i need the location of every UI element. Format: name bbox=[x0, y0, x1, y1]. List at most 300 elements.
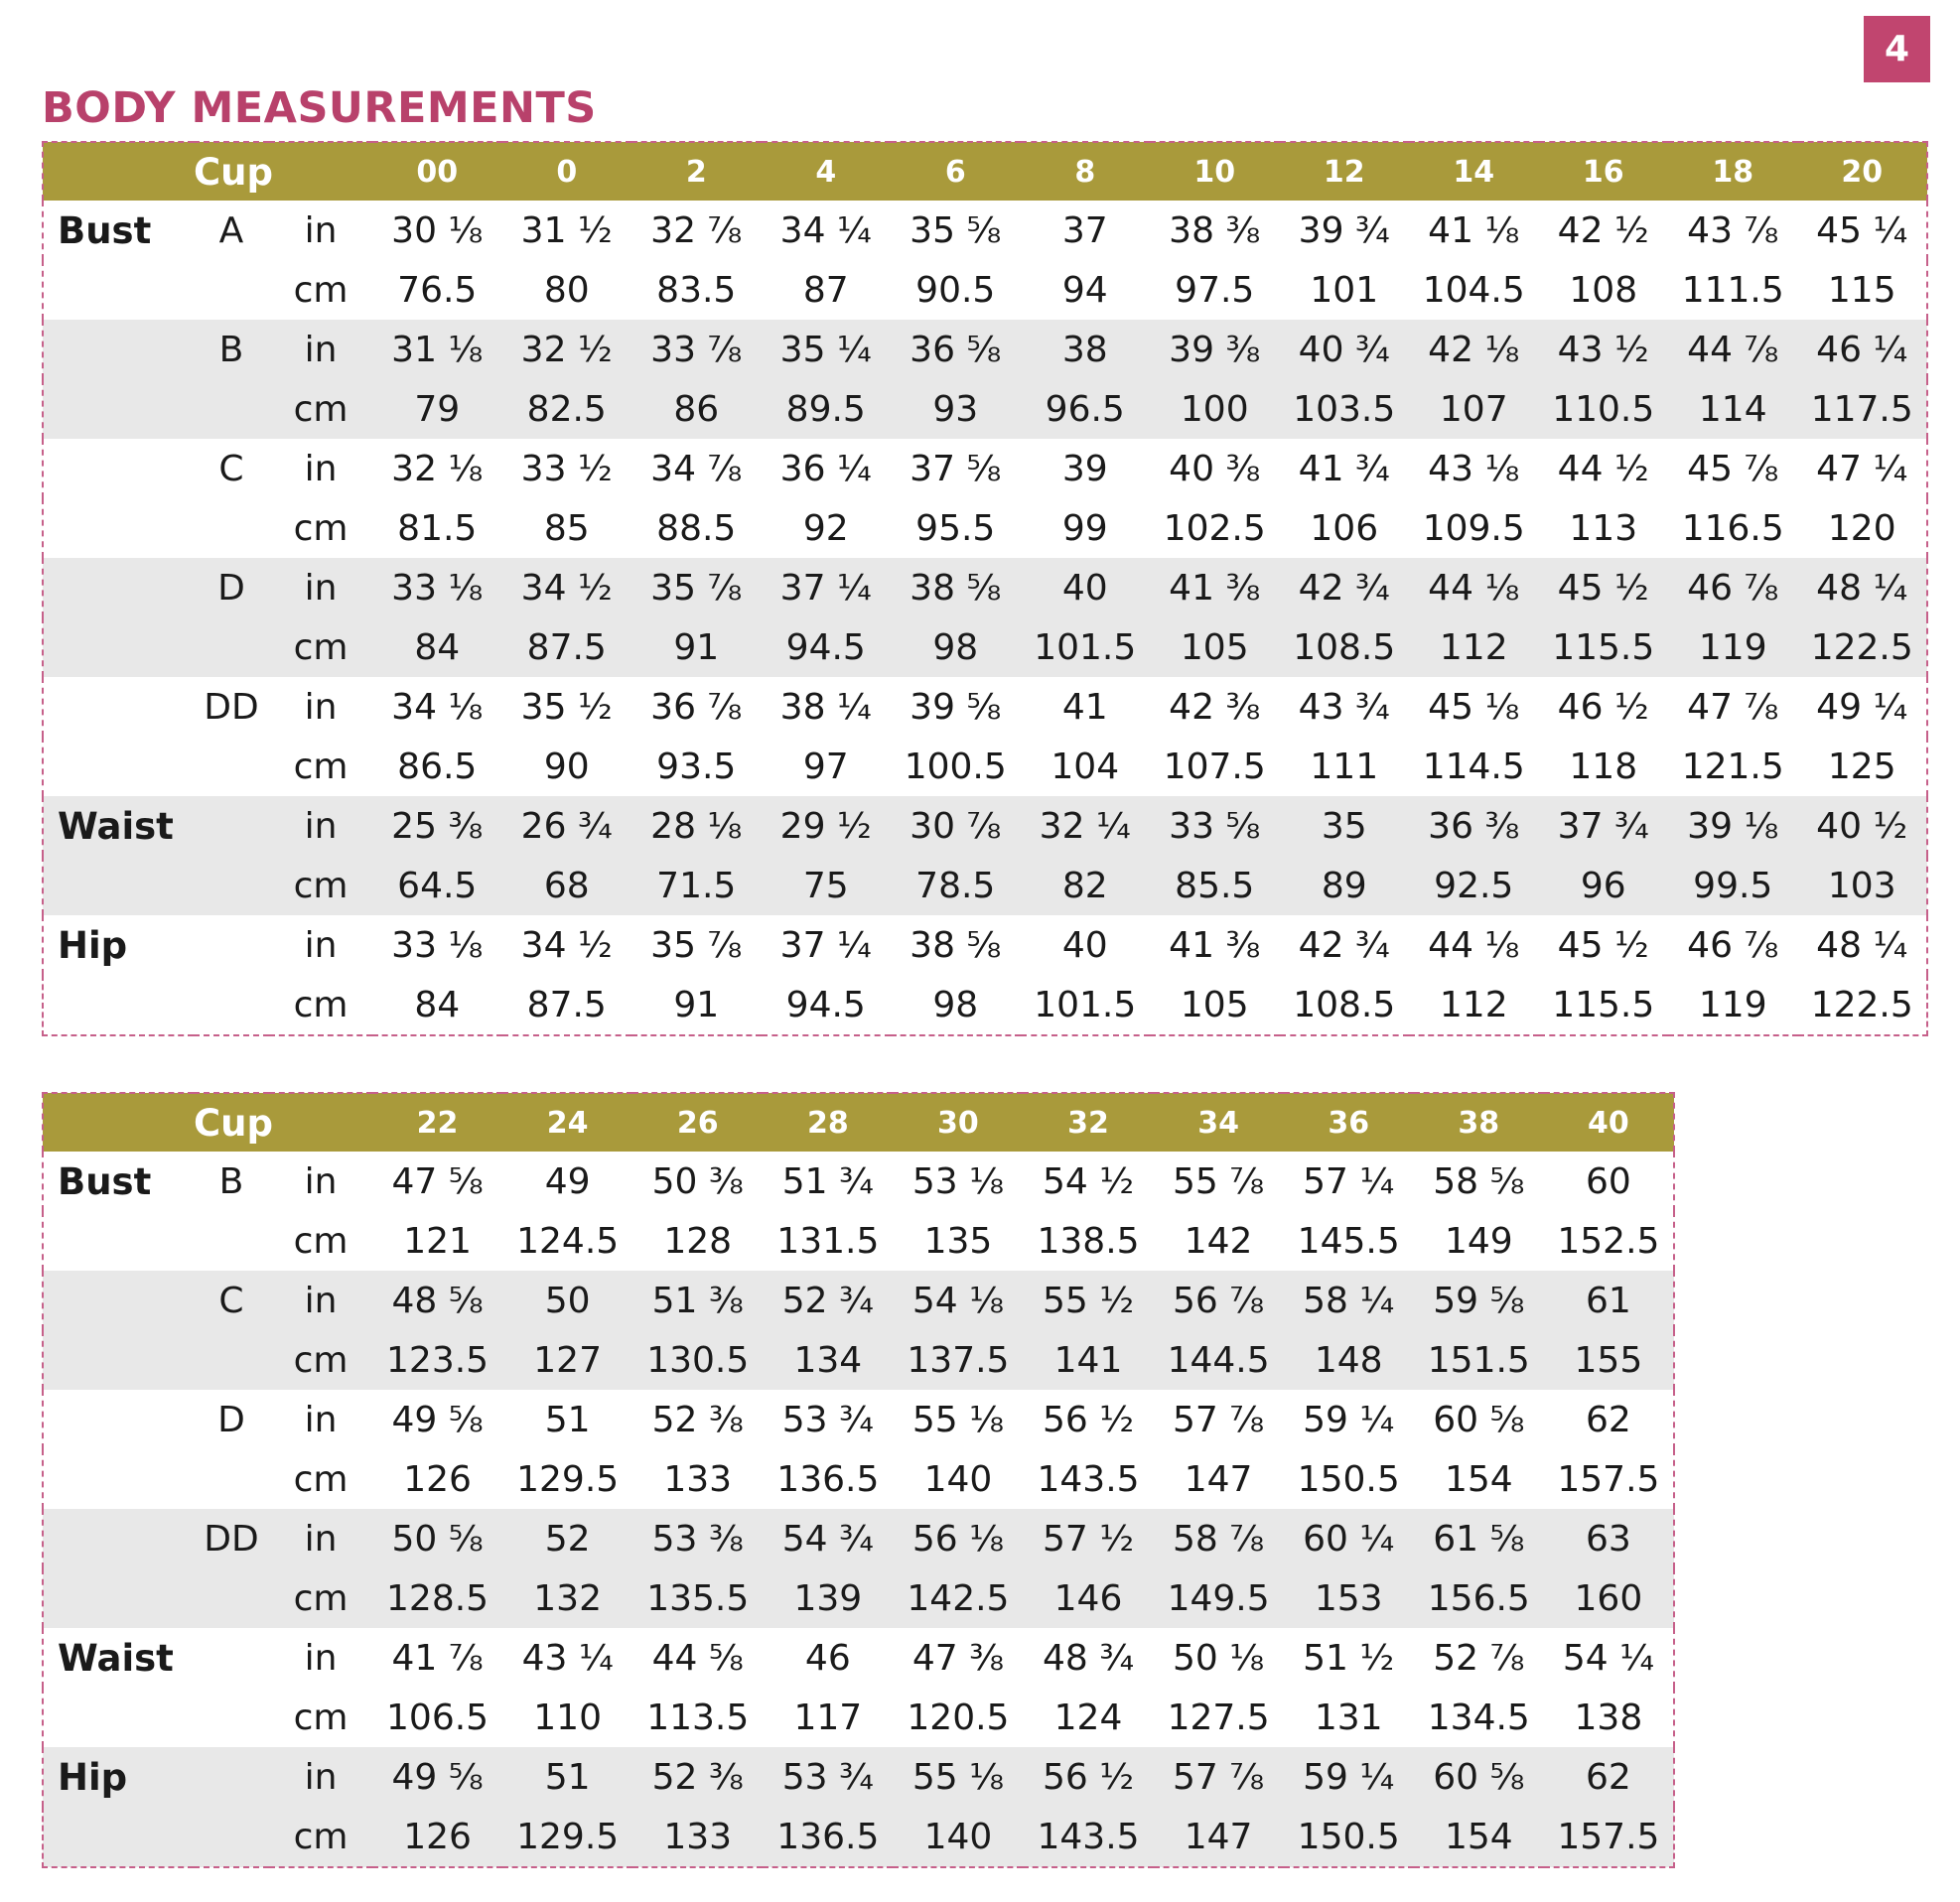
measurement-value: 84 bbox=[414, 984, 461, 1025]
measurement-value: 55 ⅞ bbox=[1173, 1160, 1265, 1202]
measurement-value: 136.5 bbox=[776, 1816, 880, 1857]
measurement-value: 121.5 bbox=[1681, 746, 1784, 787]
measurement-value: 100 bbox=[1180, 388, 1249, 430]
measurement-value: 48 ¼ bbox=[1816, 924, 1908, 966]
measurement-value: 129.5 bbox=[516, 1816, 620, 1857]
cup-column-header: Cup bbox=[194, 150, 273, 194]
unit-label: in bbox=[304, 1280, 338, 1321]
measurement-value: 93 bbox=[932, 388, 979, 430]
measurement-value: 33 ⅞ bbox=[650, 329, 743, 370]
measurement-value: 126 bbox=[403, 1458, 472, 1500]
measurement-value: 132 bbox=[533, 1577, 602, 1619]
measurement-row bbox=[43, 498, 1927, 558]
measurement-value: 46 ⅞ bbox=[1687, 924, 1779, 966]
measurement-value: 127.5 bbox=[1167, 1697, 1270, 1738]
measurement-value: 50 bbox=[544, 1280, 591, 1321]
measurement-value: 123.5 bbox=[386, 1339, 490, 1381]
measurement-value: 50 ⅝ bbox=[391, 1518, 484, 1560]
measurement-value: 39 bbox=[1061, 448, 1108, 489]
measurement-value: 59 ¼ bbox=[1303, 1399, 1395, 1440]
measurement-label-empty bbox=[43, 260, 194, 320]
measurement-value: 39 ⅜ bbox=[1169, 329, 1261, 370]
measurement-value: 79 bbox=[414, 388, 461, 430]
unit-label: in bbox=[304, 686, 338, 728]
measurement-label-empty bbox=[43, 1509, 194, 1568]
measurement-value: 44 ½ bbox=[1557, 448, 1649, 489]
measurement-value: 115.5 bbox=[1552, 626, 1655, 668]
measurement-value: 43 ¼ bbox=[521, 1637, 614, 1679]
measurement-value: 148 bbox=[1314, 1339, 1383, 1381]
measurement-value: 90 bbox=[543, 746, 590, 787]
measurement-value: 36 ⅜ bbox=[1428, 805, 1520, 847]
unit-label: in bbox=[304, 1637, 338, 1679]
measurement-value: 113 bbox=[1569, 507, 1638, 549]
measurement-value: 128 bbox=[663, 1220, 733, 1262]
unit-label: in bbox=[304, 1160, 338, 1202]
size-header-row bbox=[43, 142, 1927, 201]
measurement-value: 35 ⅞ bbox=[650, 567, 743, 609]
measurement-value: 41 ⅜ bbox=[1169, 567, 1261, 609]
measurement-value: 52 ¾ bbox=[781, 1280, 874, 1321]
measurement-label-empty bbox=[43, 975, 194, 1035]
measurement-value: 52 bbox=[544, 1518, 591, 1560]
measurement-value: 63 bbox=[1585, 1518, 1631, 1560]
measurement-value: 45 ¼ bbox=[1816, 209, 1908, 251]
measurement-row bbox=[43, 1628, 1674, 1688]
measurement-label-empty bbox=[43, 439, 194, 498]
measurement-value: 54 ⅛ bbox=[911, 1280, 1004, 1321]
measurement-value: 35 ⅝ bbox=[910, 209, 1002, 251]
measurement-value: 100.5 bbox=[904, 746, 1007, 787]
measurement-value: 48 ¼ bbox=[1816, 567, 1908, 609]
cup-label: DD bbox=[204, 1518, 259, 1560]
page-number: 4 bbox=[1864, 16, 1930, 82]
measurement-value: 105 bbox=[1180, 626, 1249, 668]
measurement-label-empty bbox=[43, 498, 194, 558]
measurement-value: 45 ⅛ bbox=[1428, 686, 1520, 728]
measurement-value: 91 bbox=[673, 626, 720, 668]
measurement-value: 130.5 bbox=[646, 1339, 750, 1381]
measurement-value: 58 ¼ bbox=[1303, 1280, 1395, 1321]
measurement-value: 34 ½ bbox=[520, 567, 613, 609]
measurement-value: 38 ⅝ bbox=[910, 924, 1002, 966]
unit-label: cm bbox=[293, 1458, 349, 1500]
measurement-value: 57 ⅞ bbox=[1173, 1399, 1265, 1440]
cup-label-empty bbox=[194, 1330, 269, 1390]
measurement-value: 55 ⅛ bbox=[911, 1399, 1004, 1440]
measurement-value: 89.5 bbox=[785, 388, 866, 430]
unit-label: in bbox=[304, 1518, 338, 1560]
measurement-row bbox=[43, 1330, 1674, 1390]
measurement-value: 35 ¼ bbox=[779, 329, 872, 370]
measurement-value: 110.5 bbox=[1552, 388, 1655, 430]
cup-label: A bbox=[218, 209, 244, 251]
measurement-value: 89 bbox=[1321, 865, 1367, 906]
measurement-value: 42 ½ bbox=[1557, 209, 1649, 251]
measurement-value: 56 ½ bbox=[1042, 1756, 1135, 1798]
measurement-value: 151.5 bbox=[1427, 1339, 1530, 1381]
measurement-label: Hip bbox=[58, 1755, 128, 1799]
measurement-value: 53 ⅜ bbox=[651, 1518, 744, 1560]
measurement-value: 114 bbox=[1698, 388, 1767, 430]
measurement-row bbox=[43, 439, 1927, 498]
measurement-value: 94 bbox=[1061, 269, 1108, 311]
measurement-value: 96.5 bbox=[1045, 388, 1125, 430]
measurement-value: 87.5 bbox=[526, 626, 607, 668]
measurement-value: 90.5 bbox=[915, 269, 996, 311]
unit-label: in bbox=[304, 567, 338, 609]
measurement-value: 149 bbox=[1444, 1220, 1513, 1262]
size-header-4: 4 bbox=[815, 154, 837, 190]
cup-label-empty bbox=[194, 856, 269, 915]
measurement-value: 34 ⅛ bbox=[391, 686, 484, 728]
measurement-value: 143.5 bbox=[1037, 1458, 1140, 1500]
measurement-value: 47 ⅝ bbox=[391, 1160, 484, 1202]
measurement-value: 112 bbox=[1439, 984, 1508, 1025]
measurement-row bbox=[43, 737, 1927, 796]
measurement-value: 82 bbox=[1061, 865, 1108, 906]
size-header-24: 24 bbox=[546, 1105, 589, 1141]
measurement-value: 113.5 bbox=[646, 1697, 750, 1738]
measurement-value: 60 bbox=[1585, 1160, 1631, 1202]
measurement-value: 119 bbox=[1698, 626, 1767, 668]
measurement-value: 51 bbox=[544, 1399, 591, 1440]
measurement-label-empty bbox=[43, 617, 194, 677]
measurement-value: 53 ¾ bbox=[781, 1756, 874, 1798]
measurement-value: 58 ⅞ bbox=[1173, 1518, 1265, 1560]
measurement-value: 96 bbox=[1580, 865, 1626, 906]
measurement-value: 157.5 bbox=[1557, 1816, 1660, 1857]
measurement-value: 54 ¼ bbox=[1562, 1637, 1654, 1679]
measurement-value: 104 bbox=[1050, 746, 1120, 787]
measurement-row bbox=[43, 1568, 1674, 1628]
measurement-value: 30 ⅞ bbox=[910, 805, 1002, 847]
measurement-value: 48 ⅝ bbox=[391, 1280, 484, 1321]
measurement-value: 108 bbox=[1569, 269, 1638, 311]
measurement-value: 54 ¾ bbox=[781, 1518, 874, 1560]
measurement-value: 103.5 bbox=[1293, 388, 1396, 430]
measurement-value: 150.5 bbox=[1297, 1458, 1400, 1500]
cup-label-empty bbox=[194, 379, 269, 439]
measurement-value: 78.5 bbox=[915, 865, 996, 906]
measurement-value: 94.5 bbox=[785, 626, 866, 668]
measurement-label-empty bbox=[43, 379, 194, 439]
measurement-value: 60 ⅝ bbox=[1433, 1399, 1525, 1440]
measurement-value: 114.5 bbox=[1422, 746, 1525, 787]
measurement-value: 42 ⅜ bbox=[1169, 686, 1261, 728]
unit-label: cm bbox=[293, 1220, 349, 1262]
measurement-value: 153 bbox=[1314, 1577, 1383, 1619]
measurement-value: 131.5 bbox=[776, 1220, 880, 1262]
measurement-label: Waist bbox=[58, 804, 174, 848]
measurement-value: 81.5 bbox=[397, 507, 478, 549]
measurement-value: 145.5 bbox=[1297, 1220, 1400, 1262]
measurement-row bbox=[43, 558, 1927, 617]
measurement-value: 107.5 bbox=[1163, 746, 1266, 787]
measurement-value: 98 bbox=[932, 984, 979, 1025]
measurement-value: 55 ⅛ bbox=[911, 1756, 1004, 1798]
measurement-value: 32 ½ bbox=[520, 329, 613, 370]
measurement-value: 61 ⅝ bbox=[1433, 1518, 1525, 1560]
unit-label: in bbox=[304, 924, 338, 966]
size-header-26: 26 bbox=[676, 1105, 719, 1141]
cup-label-empty bbox=[194, 260, 269, 320]
measurement-value: 102.5 bbox=[1163, 507, 1266, 549]
measurement-value: 116.5 bbox=[1681, 507, 1784, 549]
measurement-row bbox=[43, 1807, 1674, 1867]
measurement-row bbox=[43, 379, 1927, 439]
measurement-value: 40 bbox=[1061, 567, 1108, 609]
measurement-value: 48 ¾ bbox=[1042, 1637, 1135, 1679]
measurement-value: 118 bbox=[1569, 746, 1638, 787]
measurement-value: 126 bbox=[403, 1816, 472, 1857]
measurement-value: 42 ¾ bbox=[1298, 924, 1390, 966]
measurement-value: 51 ⅜ bbox=[651, 1280, 744, 1321]
measurement-value: 142 bbox=[1184, 1220, 1253, 1262]
measurement-value: 76.5 bbox=[397, 269, 478, 311]
measurement-value: 101 bbox=[1310, 269, 1379, 311]
measurement-value: 57 ⅞ bbox=[1173, 1756, 1265, 1798]
measurement-value: 84 bbox=[414, 626, 461, 668]
measurement-value: 46 bbox=[804, 1637, 851, 1679]
measurement-value: 38 bbox=[1061, 329, 1108, 370]
measurement-value: 135 bbox=[923, 1220, 993, 1262]
measurement-value: 45 ½ bbox=[1557, 567, 1649, 609]
measurement-label-empty bbox=[43, 1330, 194, 1390]
size-header-6: 6 bbox=[944, 154, 966, 190]
measurement-value: 150.5 bbox=[1297, 1816, 1400, 1857]
measurement-label: Bust bbox=[58, 1159, 152, 1203]
measurement-value: 43 ½ bbox=[1557, 329, 1649, 370]
measurement-value: 146 bbox=[1053, 1577, 1123, 1619]
cup-label-empty bbox=[194, 1568, 269, 1628]
measurement-value: 134.5 bbox=[1427, 1697, 1530, 1738]
measurement-value: 92 bbox=[802, 507, 849, 549]
measurement-value: 108.5 bbox=[1293, 626, 1396, 668]
header-spacer bbox=[269, 142, 372, 201]
measurement-label-empty bbox=[43, 1688, 194, 1747]
measurement-value: 44 ⅛ bbox=[1428, 924, 1520, 966]
unit-label: cm bbox=[293, 984, 349, 1025]
header-spacer bbox=[43, 142, 194, 201]
cup-label: D bbox=[217, 567, 245, 609]
measurement-value: 111 bbox=[1310, 746, 1379, 787]
unit-label: cm bbox=[293, 865, 349, 906]
measurement-value: 87.5 bbox=[526, 984, 607, 1025]
measurements-table-sizes-00-20 bbox=[42, 141, 1928, 1036]
measurement-value: 140 bbox=[923, 1458, 993, 1500]
measurement-value: 136.5 bbox=[776, 1458, 880, 1500]
measurement-value: 26 ¾ bbox=[520, 805, 613, 847]
measurement-value: 38 ¼ bbox=[779, 686, 872, 728]
measurement-value: 108.5 bbox=[1293, 984, 1396, 1025]
cup-label: B bbox=[218, 1160, 244, 1202]
measurement-value: 33 ⅛ bbox=[391, 567, 484, 609]
measurement-row bbox=[43, 915, 1927, 975]
measurement-value: 37 bbox=[1061, 209, 1108, 251]
measurement-value: 49 ¼ bbox=[1816, 686, 1908, 728]
measurement-value: 135.5 bbox=[646, 1577, 750, 1619]
measurement-value: 31 ½ bbox=[520, 209, 613, 251]
measurement-row bbox=[43, 1390, 1674, 1449]
measurement-value: 46 ⅞ bbox=[1687, 567, 1779, 609]
measurement-label-empty bbox=[43, 1568, 194, 1628]
measurement-value: 56 ⅛ bbox=[911, 1518, 1004, 1560]
measurement-value: 131 bbox=[1314, 1697, 1383, 1738]
measurement-value: 49 ⅝ bbox=[391, 1756, 484, 1798]
measurement-row bbox=[43, 1747, 1674, 1807]
measurement-value: 99.5 bbox=[1693, 865, 1773, 906]
measurement-value: 34 ⅞ bbox=[650, 448, 743, 489]
measurement-row bbox=[43, 201, 1927, 260]
cup-label-empty bbox=[194, 796, 269, 856]
measurement-value: 92.5 bbox=[1434, 865, 1514, 906]
measurement-value: 59 ¼ bbox=[1303, 1756, 1395, 1798]
measurement-row bbox=[43, 1211, 1674, 1271]
size-header-12: 12 bbox=[1323, 154, 1365, 190]
measurement-value: 40 bbox=[1061, 924, 1108, 966]
unit-label: cm bbox=[293, 507, 349, 549]
measurement-value: 133 bbox=[663, 1816, 733, 1857]
measurement-value: 25 ⅜ bbox=[391, 805, 484, 847]
cup-label: D bbox=[217, 1399, 245, 1440]
measurement-value: 138 bbox=[1574, 1697, 1643, 1738]
measurement-value: 75 bbox=[802, 865, 849, 906]
measurement-value: 51 bbox=[544, 1756, 591, 1798]
unit-label: cm bbox=[293, 626, 349, 668]
measurement-label: Bust bbox=[58, 208, 152, 252]
unit-label: cm bbox=[293, 746, 349, 787]
measurement-value: 80 bbox=[543, 269, 590, 311]
measurement-value: 53 ¾ bbox=[781, 1399, 874, 1440]
size-header-32: 32 bbox=[1067, 1105, 1109, 1141]
measurement-value: 39 ¾ bbox=[1298, 209, 1390, 251]
measurement-value: 43 ¾ bbox=[1298, 686, 1390, 728]
measurement-value: 82.5 bbox=[526, 388, 607, 430]
measurement-value: 104.5 bbox=[1422, 269, 1525, 311]
measurement-value: 50 ⅜ bbox=[651, 1160, 744, 1202]
measurement-value: 155 bbox=[1574, 1339, 1643, 1381]
measurement-value: 44 ⅞ bbox=[1687, 329, 1779, 370]
measurement-value: 68 bbox=[543, 865, 590, 906]
size-header-0: 0 bbox=[556, 154, 578, 190]
size-header-38: 38 bbox=[1458, 1105, 1500, 1141]
size-header-28: 28 bbox=[806, 1105, 849, 1141]
measurement-value: 52 ⅞ bbox=[1433, 1637, 1525, 1679]
measurement-value: 137.5 bbox=[907, 1339, 1010, 1381]
measurement-value: 44 ⅛ bbox=[1428, 567, 1520, 609]
measurement-value: 106 bbox=[1310, 507, 1379, 549]
measurement-value: 36 ⅝ bbox=[910, 329, 1002, 370]
measurement-value: 59 ⅝ bbox=[1433, 1280, 1525, 1321]
unit-label: cm bbox=[293, 388, 349, 430]
measurement-value: 42 ¾ bbox=[1298, 567, 1390, 609]
measurement-value: 107 bbox=[1439, 388, 1508, 430]
measurement-value: 87 bbox=[802, 269, 849, 311]
measurement-value: 33 ½ bbox=[520, 448, 613, 489]
measurement-value: 32 ¼ bbox=[1039, 805, 1131, 847]
measurement-label: Hip bbox=[58, 923, 128, 967]
measurement-value: 143.5 bbox=[1037, 1816, 1140, 1857]
measurement-value: 62 bbox=[1585, 1756, 1631, 1798]
unit-label: cm bbox=[293, 1339, 349, 1381]
measurement-value: 160 bbox=[1574, 1577, 1643, 1619]
measurement-value: 46 ½ bbox=[1557, 686, 1649, 728]
size-header-34: 34 bbox=[1197, 1105, 1239, 1141]
measurement-value: 38 ⅜ bbox=[1169, 209, 1261, 251]
size-header-8: 8 bbox=[1074, 154, 1096, 190]
measurement-label-empty bbox=[43, 1449, 194, 1509]
measurement-value: 156.5 bbox=[1427, 1577, 1530, 1619]
cup-label-empty bbox=[194, 1807, 269, 1867]
measurement-value: 41 ⅞ bbox=[391, 1637, 484, 1679]
measurement-value: 57 ½ bbox=[1042, 1518, 1135, 1560]
measurement-label-empty bbox=[43, 558, 194, 617]
measurement-value: 154 bbox=[1444, 1816, 1513, 1857]
measurement-value: 51 ¾ bbox=[781, 1160, 874, 1202]
measurement-value: 60 ⅝ bbox=[1433, 1756, 1525, 1798]
measurement-value: 35 bbox=[1321, 805, 1367, 847]
measurement-value: 47 ⅜ bbox=[911, 1637, 1004, 1679]
cup-label-empty bbox=[194, 1688, 269, 1747]
unit-label: in bbox=[304, 805, 338, 847]
measurement-row bbox=[43, 1509, 1674, 1568]
measurement-value: 47 ⅞ bbox=[1687, 686, 1779, 728]
measurement-value: 33 ⅛ bbox=[391, 924, 484, 966]
measurement-value: 91 bbox=[673, 984, 720, 1025]
measurement-value: 58 ⅝ bbox=[1433, 1160, 1525, 1202]
measurement-value: 85.5 bbox=[1175, 865, 1255, 906]
cup-label-empty bbox=[194, 1211, 269, 1271]
cup-label-empty bbox=[194, 915, 269, 975]
measurement-value: 129.5 bbox=[516, 1458, 620, 1500]
measurement-value: 133 bbox=[663, 1458, 733, 1500]
cup-label-empty bbox=[194, 737, 269, 796]
measurement-value: 35 ⅞ bbox=[650, 924, 743, 966]
measurement-value: 45 ⅞ bbox=[1687, 448, 1779, 489]
measurement-value: 31 ⅛ bbox=[391, 329, 484, 370]
cup-label-empty bbox=[194, 1628, 269, 1688]
measurement-row bbox=[43, 260, 1927, 320]
size-header-22: 22 bbox=[416, 1105, 459, 1141]
measurement-value: 128.5 bbox=[386, 1577, 490, 1619]
measurement-label-empty bbox=[43, 1807, 194, 1867]
size-header-10: 10 bbox=[1193, 154, 1236, 190]
measurement-value: 71.5 bbox=[656, 865, 737, 906]
measurement-value: 117 bbox=[793, 1697, 863, 1738]
measurement-value: 141 bbox=[1053, 1339, 1123, 1381]
measurement-value: 53 ⅛ bbox=[911, 1160, 1004, 1202]
measurement-value: 61 bbox=[1585, 1280, 1631, 1321]
measurement-value: 109.5 bbox=[1422, 507, 1525, 549]
measurement-value: 49 ⅝ bbox=[391, 1399, 484, 1440]
unit-label: cm bbox=[293, 269, 349, 311]
measurement-value: 45 ½ bbox=[1557, 924, 1649, 966]
unit-label: cm bbox=[293, 1577, 349, 1619]
measurement-value: 85 bbox=[543, 507, 590, 549]
size-header-2: 2 bbox=[685, 154, 707, 190]
measurement-value: 64.5 bbox=[397, 865, 478, 906]
cup-label-empty bbox=[194, 1449, 269, 1509]
measurement-value: 97 bbox=[802, 746, 849, 787]
measurement-row bbox=[43, 1152, 1674, 1211]
measurement-row bbox=[43, 677, 1927, 737]
cup-label-empty bbox=[194, 975, 269, 1035]
unit-label: in bbox=[304, 448, 338, 489]
measurement-value: 121 bbox=[403, 1220, 472, 1262]
measurement-value: 111.5 bbox=[1681, 269, 1784, 311]
measurement-value: 105 bbox=[1180, 984, 1249, 1025]
